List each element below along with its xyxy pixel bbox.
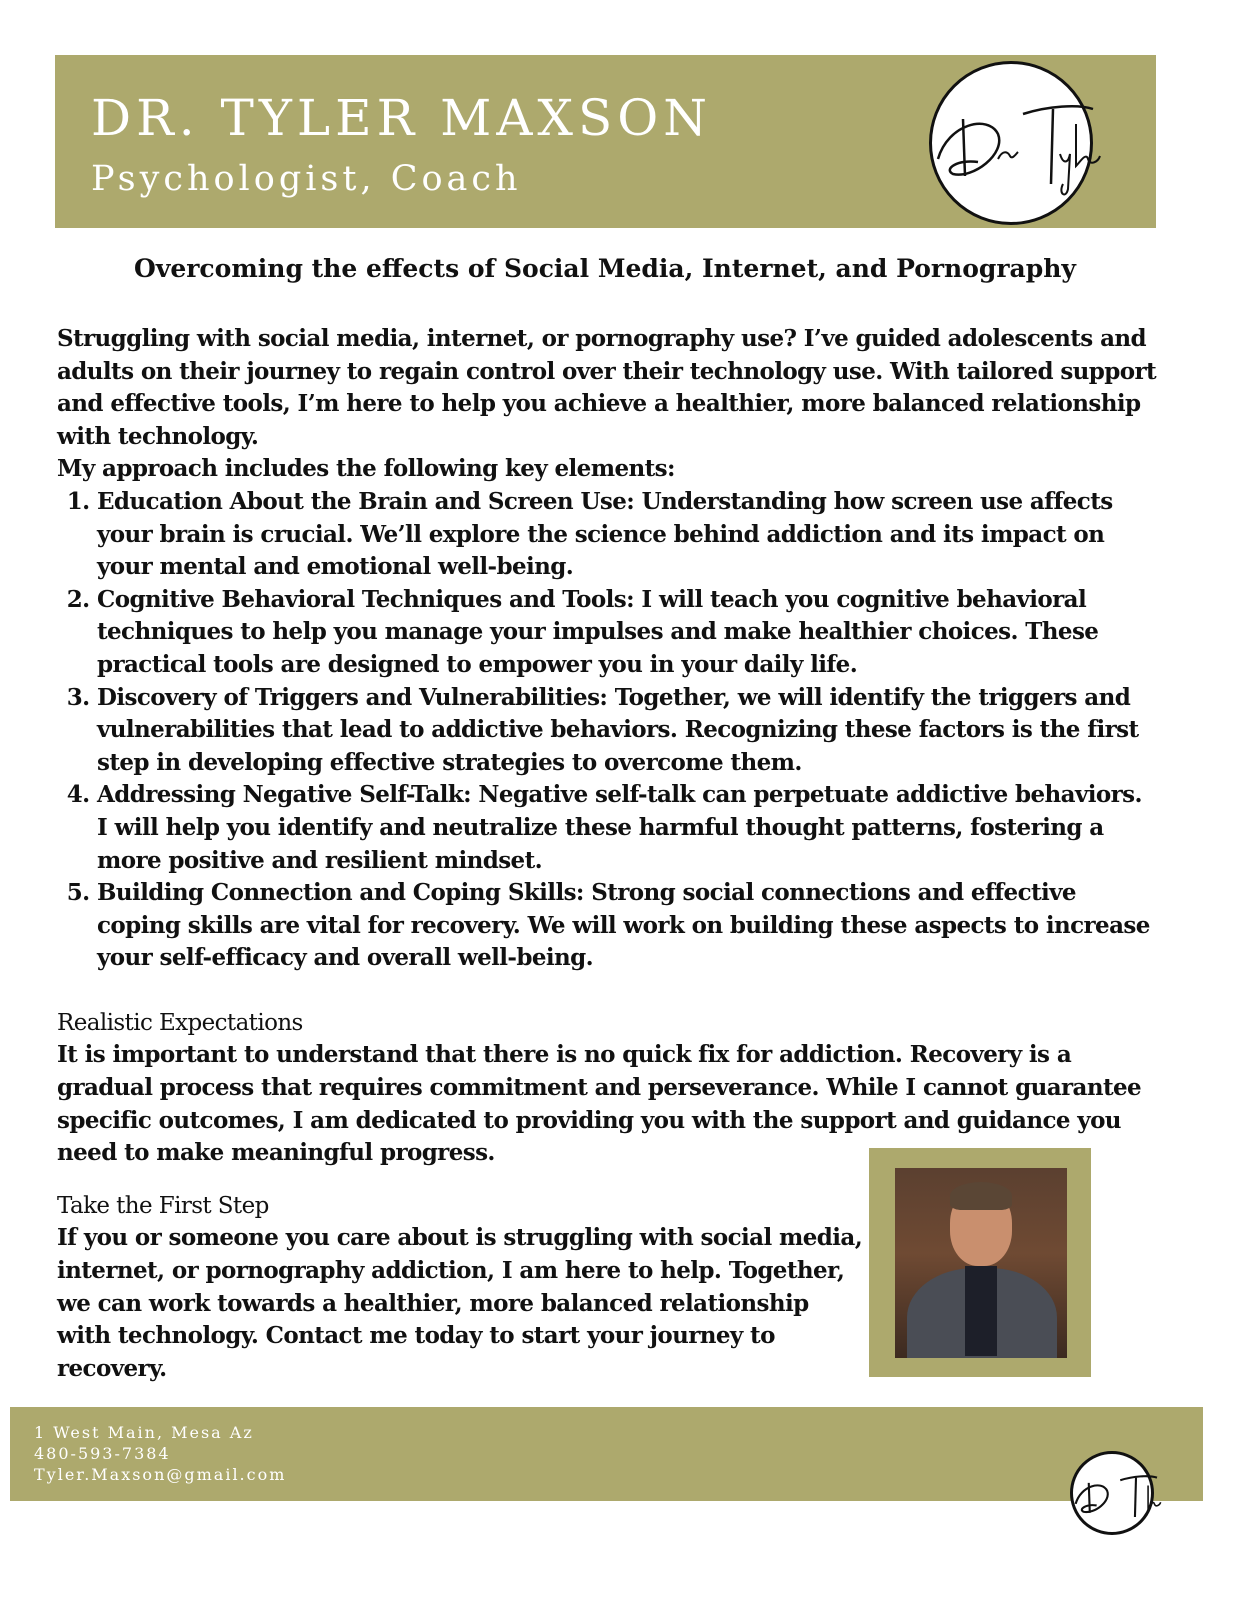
signature-logo-icon: [918, 64, 1108, 224]
doctor-role: Psychologist, Coach: [91, 159, 522, 199]
email-link[interactable]: Tyler.Maxson@gmail.com: [34, 1465, 287, 1484]
approach-list: [57, 486, 1157, 975]
first-step-heading: Take the First Step: [57, 1192, 269, 1219]
approach-item: 1. Education About the Brain and Screen Use: Understanding how screen use affects your brain is crucial. We’ll explore the science behind addiction and its impact on your mental and emotional well-being.: [97, 486, 1157, 584]
header-banner: [55, 55, 1156, 228]
approach-item: 4. Addressing Negative Self-Talk: Negative self-talk can perpetuate addictive behaviors. I will help you identify and neutralize these harmful thought patterns, fostering a more positive and resilient mindset.: [97, 779, 1157, 877]
intro-paragraph: Struggling with social media, internet, or pornography use? I’ve guided adolescents and adults on their journey to regain control over their technology use. With tailored support and effective tools, I’m here to help you achieve a healthier, more balanced relationship with technology.: [57, 325, 1157, 450]
doctor-name: DR. TYLER MAXSON: [91, 89, 713, 147]
first-step-text: If you or someone you care about is struggling with social media, internet, or pornography addiction, I am here to help. Together, we can work towards a healthier, more balanced relationship with technology. Contact me today to start your journey to recovery.: [57, 1224, 863, 1382]
footer-signature-logo-icon: [1065, 1454, 1165, 1538]
contact-info: [34, 1422, 286, 1485]
dr-tyler-logo: [929, 61, 1093, 225]
page-title: Overcoming the effects of Social Media, Internet, and Pornography: [134, 254, 1076, 283]
approach-item: 3. Discovery of Triggers and Vulnerabilities: Together, we will identify the triggers and vulnerabilities that lead to addictive behaviors. Recognizing these factors is the first step in developing effective strategies to overcome them.: [97, 682, 1157, 780]
phone-text[interactable]: 480-593-7384: [34, 1444, 171, 1463]
portrait-frame: [869, 1148, 1091, 1377]
approach-item: 2. Cognitive Behavioral Techniques and Tools: I will teach you cognitive behavioral techniques to help you manage your impulses and make healthier choices. These practical tools are designed to empower you in your daily life.: [97, 584, 1157, 682]
portrait-photo: [895, 1168, 1067, 1358]
expectations-text: It is important to understand that there is no quick fix for addiction. Recovery is a gradual process that requires commitment and perseverance. While I cannot guarantee specific outcomes, I am dedicated to providing you with the support and guidance you need to make meaningful progress.: [57, 1041, 1142, 1167]
approach-lead: My approach includes the following key elements:: [57, 455, 675, 483]
footer-dr-tyler-logo: [1070, 1451, 1154, 1535]
address-text: 1 West Main, Mesa Az: [34, 1423, 254, 1442]
expectations-heading: Realistic Expectations: [57, 1009, 303, 1036]
approach-item: 5. Building Connection and Coping Skills: Strong social connections and effective coping skills are vital for recovery. We will work on building these aspects to increase your self-efficacy and overall well-being.: [97, 877, 1157, 975]
footer-banner: [10, 1407, 1203, 1501]
